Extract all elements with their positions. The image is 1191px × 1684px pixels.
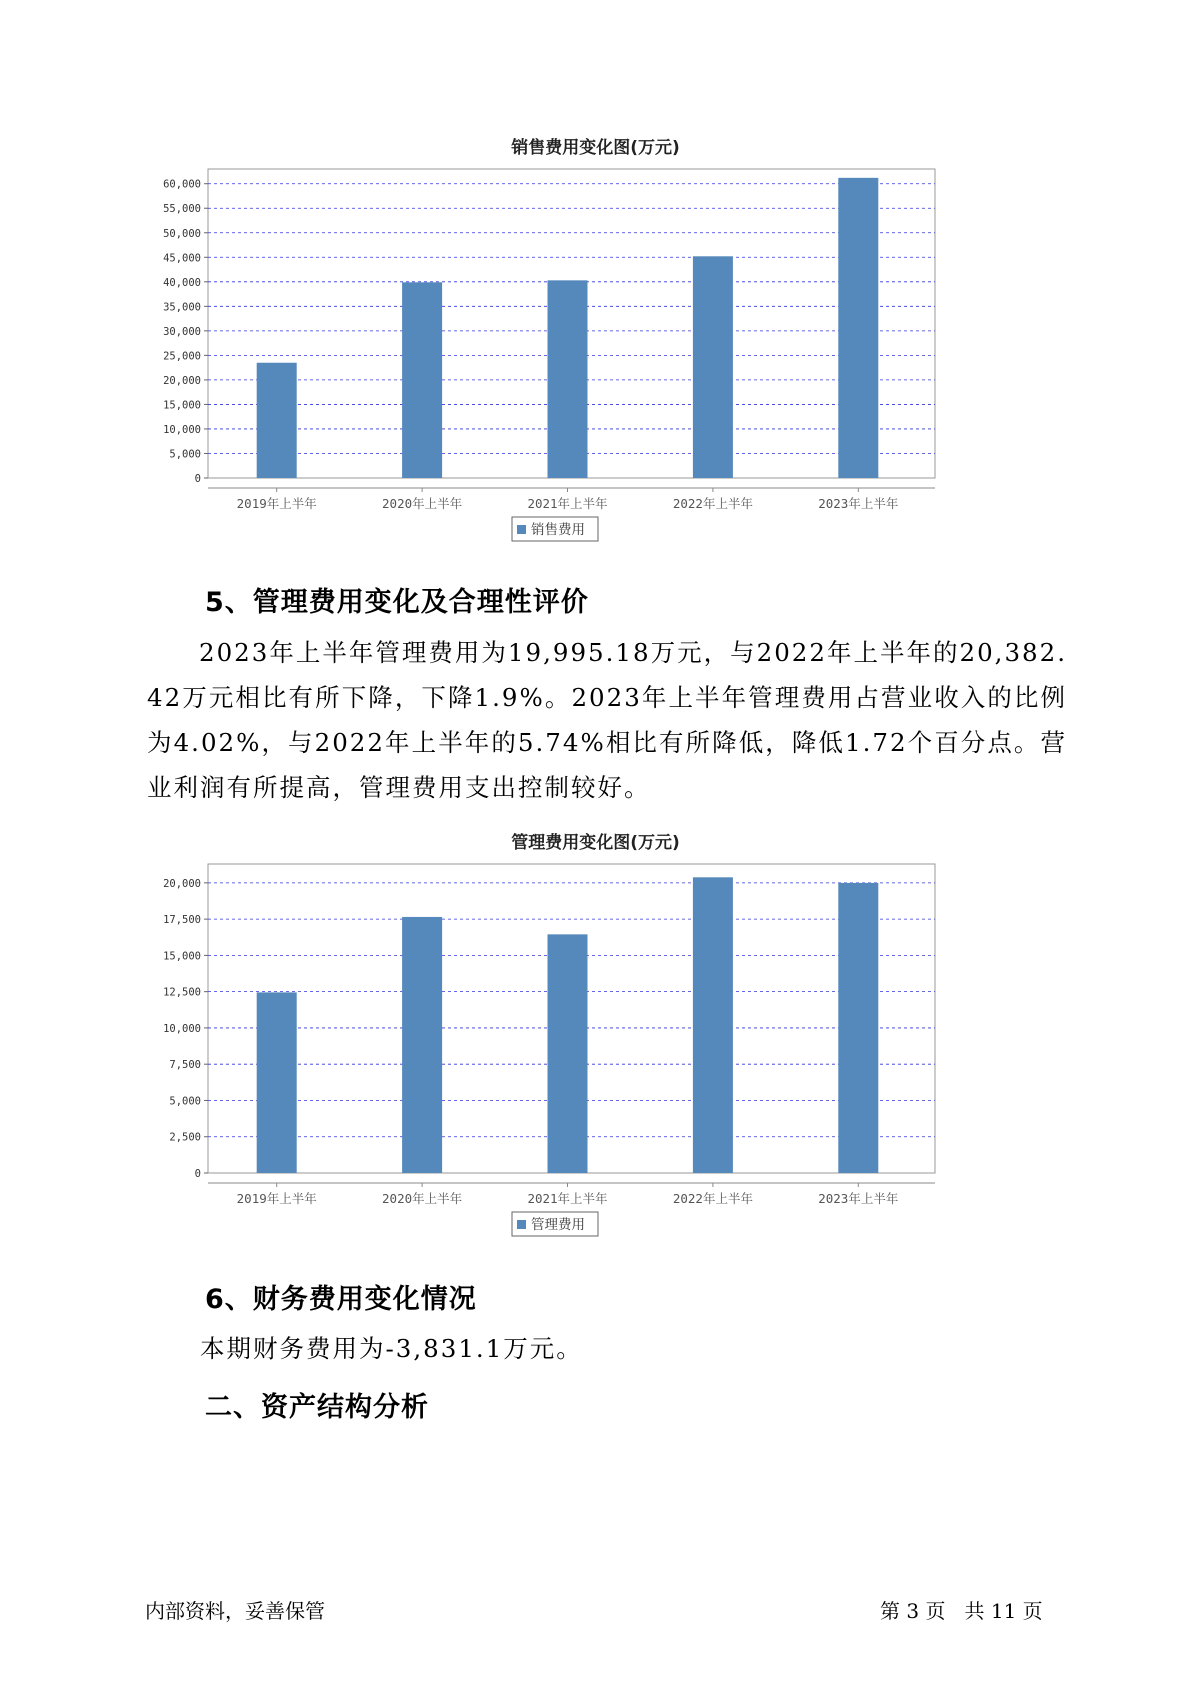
bar	[257, 363, 297, 478]
y-tick-label: 15,000	[163, 950, 201, 963]
y-tick-label: 0	[194, 473, 201, 485]
x-tick-label: 2019年上半年	[236, 1191, 317, 1206]
bar	[548, 280, 588, 478]
x-tick-label: 2019年上半年	[236, 496, 317, 511]
y-tick-label: 35,000	[163, 301, 201, 314]
y-tick-label: 7,500	[169, 1059, 201, 1072]
bar	[693, 256, 733, 478]
x-tick-label: 2021年上半年	[527, 496, 608, 511]
bar	[257, 992, 297, 1173]
x-tick-label: 2022年上半年	[672, 496, 753, 511]
section-5-paragraph: 2023年上半年管理费用为19,995.18万元，与2022年上半年的20,382.42万元相比有所下降，下降1.9%。2023年上半年管理费用占营业收入的比例为4.02%，与2022年上半年的5.74%相比有所降低，降低1.72个百分点。营业利润有所提高，管理费用支出控制较好。	[147, 638, 1067, 802]
y-tick-label: 5,000	[169, 448, 201, 461]
x-tick-label: 2022年上半年	[672, 1191, 753, 1206]
legend-swatch	[517, 525, 526, 534]
x-tick-label: 2023年上半年	[818, 1191, 899, 1206]
y-tick-label: 5,000	[169, 1095, 201, 1108]
x-tick-label: 2023年上半年	[818, 496, 899, 511]
footer-confidential-note: 内部资料，妥善保管	[145, 1599, 325, 1623]
y-tick-label: 20,000	[163, 877, 201, 890]
y-tick-label: 20,000	[163, 374, 201, 387]
chart-title-admin: 管理费用变化图(万元)	[511, 833, 680, 853]
bar	[402, 282, 442, 478]
legend-swatch	[517, 1220, 526, 1229]
bar	[548, 934, 588, 1173]
y-tick-label: 55,000	[163, 203, 201, 216]
y-tick-label: 50,000	[163, 227, 201, 240]
y-tick-label: 45,000	[163, 252, 201, 265]
footer-page-number: 第 3 页 共 11 页	[880, 1599, 1043, 1623]
chart-title-sales: 销售费用变化图(万元)	[511, 138, 680, 158]
y-tick-label: 40,000	[163, 276, 201, 289]
y-tick-label: 30,000	[163, 325, 201, 338]
y-tick-label: 60,000	[163, 178, 201, 191]
y-tick-label: 15,000	[163, 399, 201, 412]
y-tick-label: 17,500	[163, 914, 201, 927]
y-tick-label: 0	[194, 1168, 201, 1180]
section-6-text: 本期财务费用为-3,831.1万元。	[200, 1334, 583, 1363]
bar	[838, 178, 878, 478]
legend-label: 管理费用	[531, 1217, 585, 1233]
x-tick-label: 2020年上半年	[382, 1191, 463, 1206]
x-tick-label: 2020年上半年	[382, 496, 463, 511]
section-2-heading: 二、资产结构分析	[205, 1392, 429, 1423]
admin-expense-chart	[160, 860, 1020, 1245]
y-tick-label: 10,000	[163, 1022, 201, 1035]
y-tick-label: 12,500	[163, 986, 201, 999]
y-tick-label: 25,000	[163, 350, 201, 363]
y-tick-label: 2,500	[169, 1131, 201, 1144]
bar	[693, 877, 733, 1173]
sales-expense-chart	[160, 165, 1020, 550]
section-5-heading: 5、管理费用变化及合理性评价	[205, 587, 589, 618]
bar	[838, 883, 878, 1173]
x-tick-label: 2021年上半年	[527, 1191, 608, 1206]
y-tick-label: 10,000	[163, 423, 201, 436]
bar	[402, 917, 442, 1173]
section-6-heading: 6、财务费用变化情况	[205, 1284, 477, 1315]
legend-label: 销售费用	[531, 522, 585, 538]
